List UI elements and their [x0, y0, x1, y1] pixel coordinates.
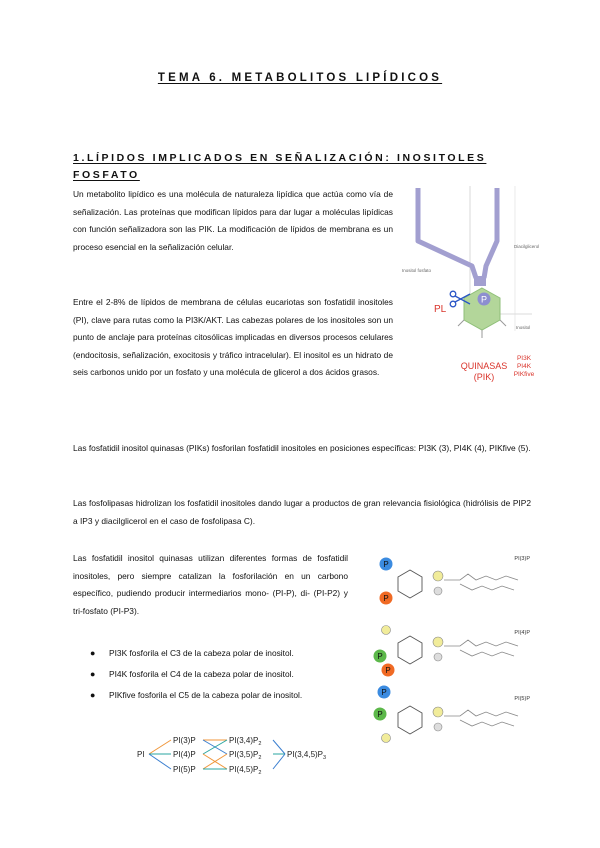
label-pik: (PIK) [473, 372, 495, 382]
paragraph-kinases-forms: Las fosfatidil inositol quinasas utilizan diferentes formas de fosfatidil inositoles, pero siempre catalizan la fosforilación en un carbono específico, pudiendo producir intermediarios mono- (PI-P), di- (PI-P2) y tri-fosfato (PI-P3). [73, 553, 348, 616]
pathway-pi345p3: $PI(3,4,5)P_3$ [287, 750, 327, 761]
svg-text:P: P [377, 652, 383, 661]
list-item: ● PIKfive fosforila el C5 de la cabeza polar de inositol. [73, 687, 348, 703]
pathway-pi5p: PI(5)P [173, 765, 196, 774]
svg-text:P: P [381, 688, 387, 697]
svg-text:P: P [383, 594, 389, 603]
label-pi5p: PI(5)P [514, 696, 530, 702]
list-item: ● PI3K fosforila el C3 de la cabeza polar de inositol. [73, 645, 348, 661]
svg-text:P: P [377, 710, 383, 719]
label-pi3p: PI(3)P [514, 556, 530, 562]
pathway-pi3p: PI(3)P [173, 736, 196, 745]
pathway-pi45p2: $PI(4,5)P_2$ [229, 765, 262, 776]
bullet-icon: ● [90, 648, 96, 658]
kinase-bullet-list [73, 645, 348, 708]
list-item: ● PI4K fosforila el C4 de la cabeza polar de inositol. [73, 666, 348, 682]
svg-text:P: P [383, 560, 389, 569]
structure-pi4p [374, 626, 531, 677]
page-title-text: TEMA 6. METABOLITOS LIPÍDICOS [157, 72, 443, 84]
bullet-icon: ● [90, 669, 96, 679]
label-diacilglicerol: Diacilglicerol [514, 244, 540, 249]
bullet-icon: ● [90, 690, 96, 700]
lipid-tail-left [418, 188, 476, 278]
structure-pi5p [374, 686, 531, 743]
membrane-figure [400, 186, 540, 386]
pathway-pi34p2: $PI(3,4)P_2$ [229, 736, 262, 747]
paragraph-phospholipases: Las fosfolipasas hidrolizan los fosfatidil inositoles dando lugar a productos de gran relevancia fisiológica (hidrólisis de PIP2 a IP3 y diacilglicerol en el caso de fosfolipasa C). [73, 498, 531, 526]
pathway-pi: PI [137, 750, 145, 759]
paragraph-definition: Un metabolito lipídico es una molécula de naturaleza lipídica que actúa como vía de señalización. Las proteínas que modifican lípidos para dar lugar a moléculas lipídicas con función señalizadora son las PIK. La modificación de lípidos de membrana es un proceso esencial en la señalización celular. [73, 189, 393, 252]
phosphate-label: P [480, 294, 488, 305]
phosphoinositide-structures-figure [360, 548, 532, 753]
label-quinasas: QUINASAS [460, 361, 508, 371]
label-inositol-fosfato: Inositol fosfato [402, 268, 432, 273]
svg-text:P: P [385, 666, 391, 675]
page-title [0, 72, 600, 84]
phosphoinositide-pathway-figure [135, 728, 360, 780]
pathway-pi35p2: $PI(3,5)P_2$ [229, 750, 262, 761]
kinase-pikfive: PIKfive [513, 371, 535, 378]
phospholipase-label: PL [434, 304, 447, 315]
kinase-pi3k: PI3K [516, 355, 532, 362]
paragraph-pik: Las fosfatidil inositol quinasas (PIKs) fosforilan fosfatidil inositoles en posiciones específicas: PI3K (3), PI4K (4), PIKfive (5). [73, 443, 531, 453]
kinase-pi4k: PI4K [516, 363, 532, 370]
label-inositol: Inositol [516, 325, 531, 330]
lipid-tail-right [484, 188, 497, 278]
pathway-pi4p: PI(4)P [173, 750, 196, 759]
structure-pi3p [380, 556, 531, 605]
paragraph-membrane-lipids: Entre el 2-8% de lípidos de membrana de células eucariotas son fosfatidil inositoles (PI), clave para rutas como la PI3K/AKT. Las cabezas polares de los inositoles son un punto de anclaje para proteínas citosólicas implicadas en diversos procesos celulares (endocitosis, señalización, exocitosis y tráfico intracelular). El inositol es un hidrato de seis carbonos unido por un fosfato y una molécula de glicerol a dos ácidos grasos. [73, 297, 393, 378]
section-heading: 1.LÍPIDOS IMPLICADOS EN SEÑALIZACIÓN: INOSITOLES FOSFATO [73, 152, 487, 181]
label-pi4p: PI(4)P [514, 630, 530, 636]
